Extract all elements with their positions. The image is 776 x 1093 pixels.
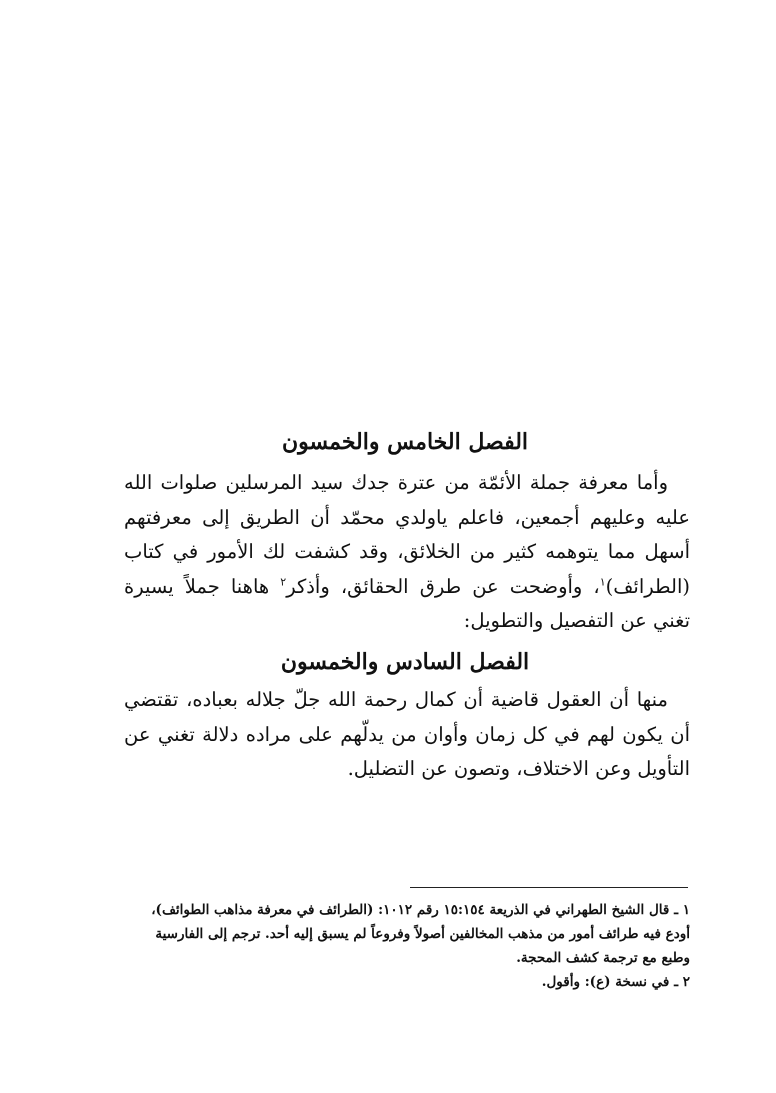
footnote-divider	[410, 887, 688, 888]
section-55-text-a: وأما معرفة جملة الأئمّة من عترة جدك سيد المرسلين صلوات الله عليه وعليهم أجمعين، فاعلم ياولدي محمّد أن الطريق إلى معرفتهم أسهل مما يتوهمه كثير من الخلائق، وقد كشفت لك الأمور في كتاب (الطرائف)	[124, 471, 691, 598]
section-55-body	[124, 466, 690, 639]
footnotes	[130, 898, 690, 994]
section-55-text-c: هاهنا جملاً يسيرة تغني عن التفصيل والتطويل:	[124, 574, 690, 632]
section-55-title: الفصل الخامس والخمسون	[281, 429, 529, 455]
section-56-title: الفصل السادس والخمسون	[280, 649, 530, 675]
section-56-paragraph: منها أن العقول قاضية أن كمال رحمة الله جلّ جلاله بعباده، تقتضي أن يكون لهم في كل زمان وأوان من يدلّهم على مراده دلالة تغني عن التأويل وعن الاختلاف، وتصون عن التضليل.	[124, 688, 690, 780]
section-55-paragraph	[124, 466, 690, 639]
footnote-ref-1[interactable]: ١	[599, 575, 606, 588]
section-55-text-b: ، وأوضحت عن طرق الحقائق، وأذكر	[286, 574, 600, 598]
footnote-2: ٢ ـ في نسخة (ع): وأقول.	[541, 974, 690, 990]
footnote-1: ١ ـ قال الشيخ الطهراني في الذريعة ١٥:١٥٤ رقم ١٠١٢: (الطرائف في معرفة مذاهب الطوائف)، أودع فيه طرائف أمور من مذهب المخالفين أصولاً وفروعاً لم يسبق إليه أحد. ترجم إلى الفارسية وطبع مع ترجمة كشف المحجة.	[151, 902, 690, 966]
section-56-body	[124, 683, 690, 787]
footnote-ref-2[interactable]: ٢	[280, 575, 287, 588]
